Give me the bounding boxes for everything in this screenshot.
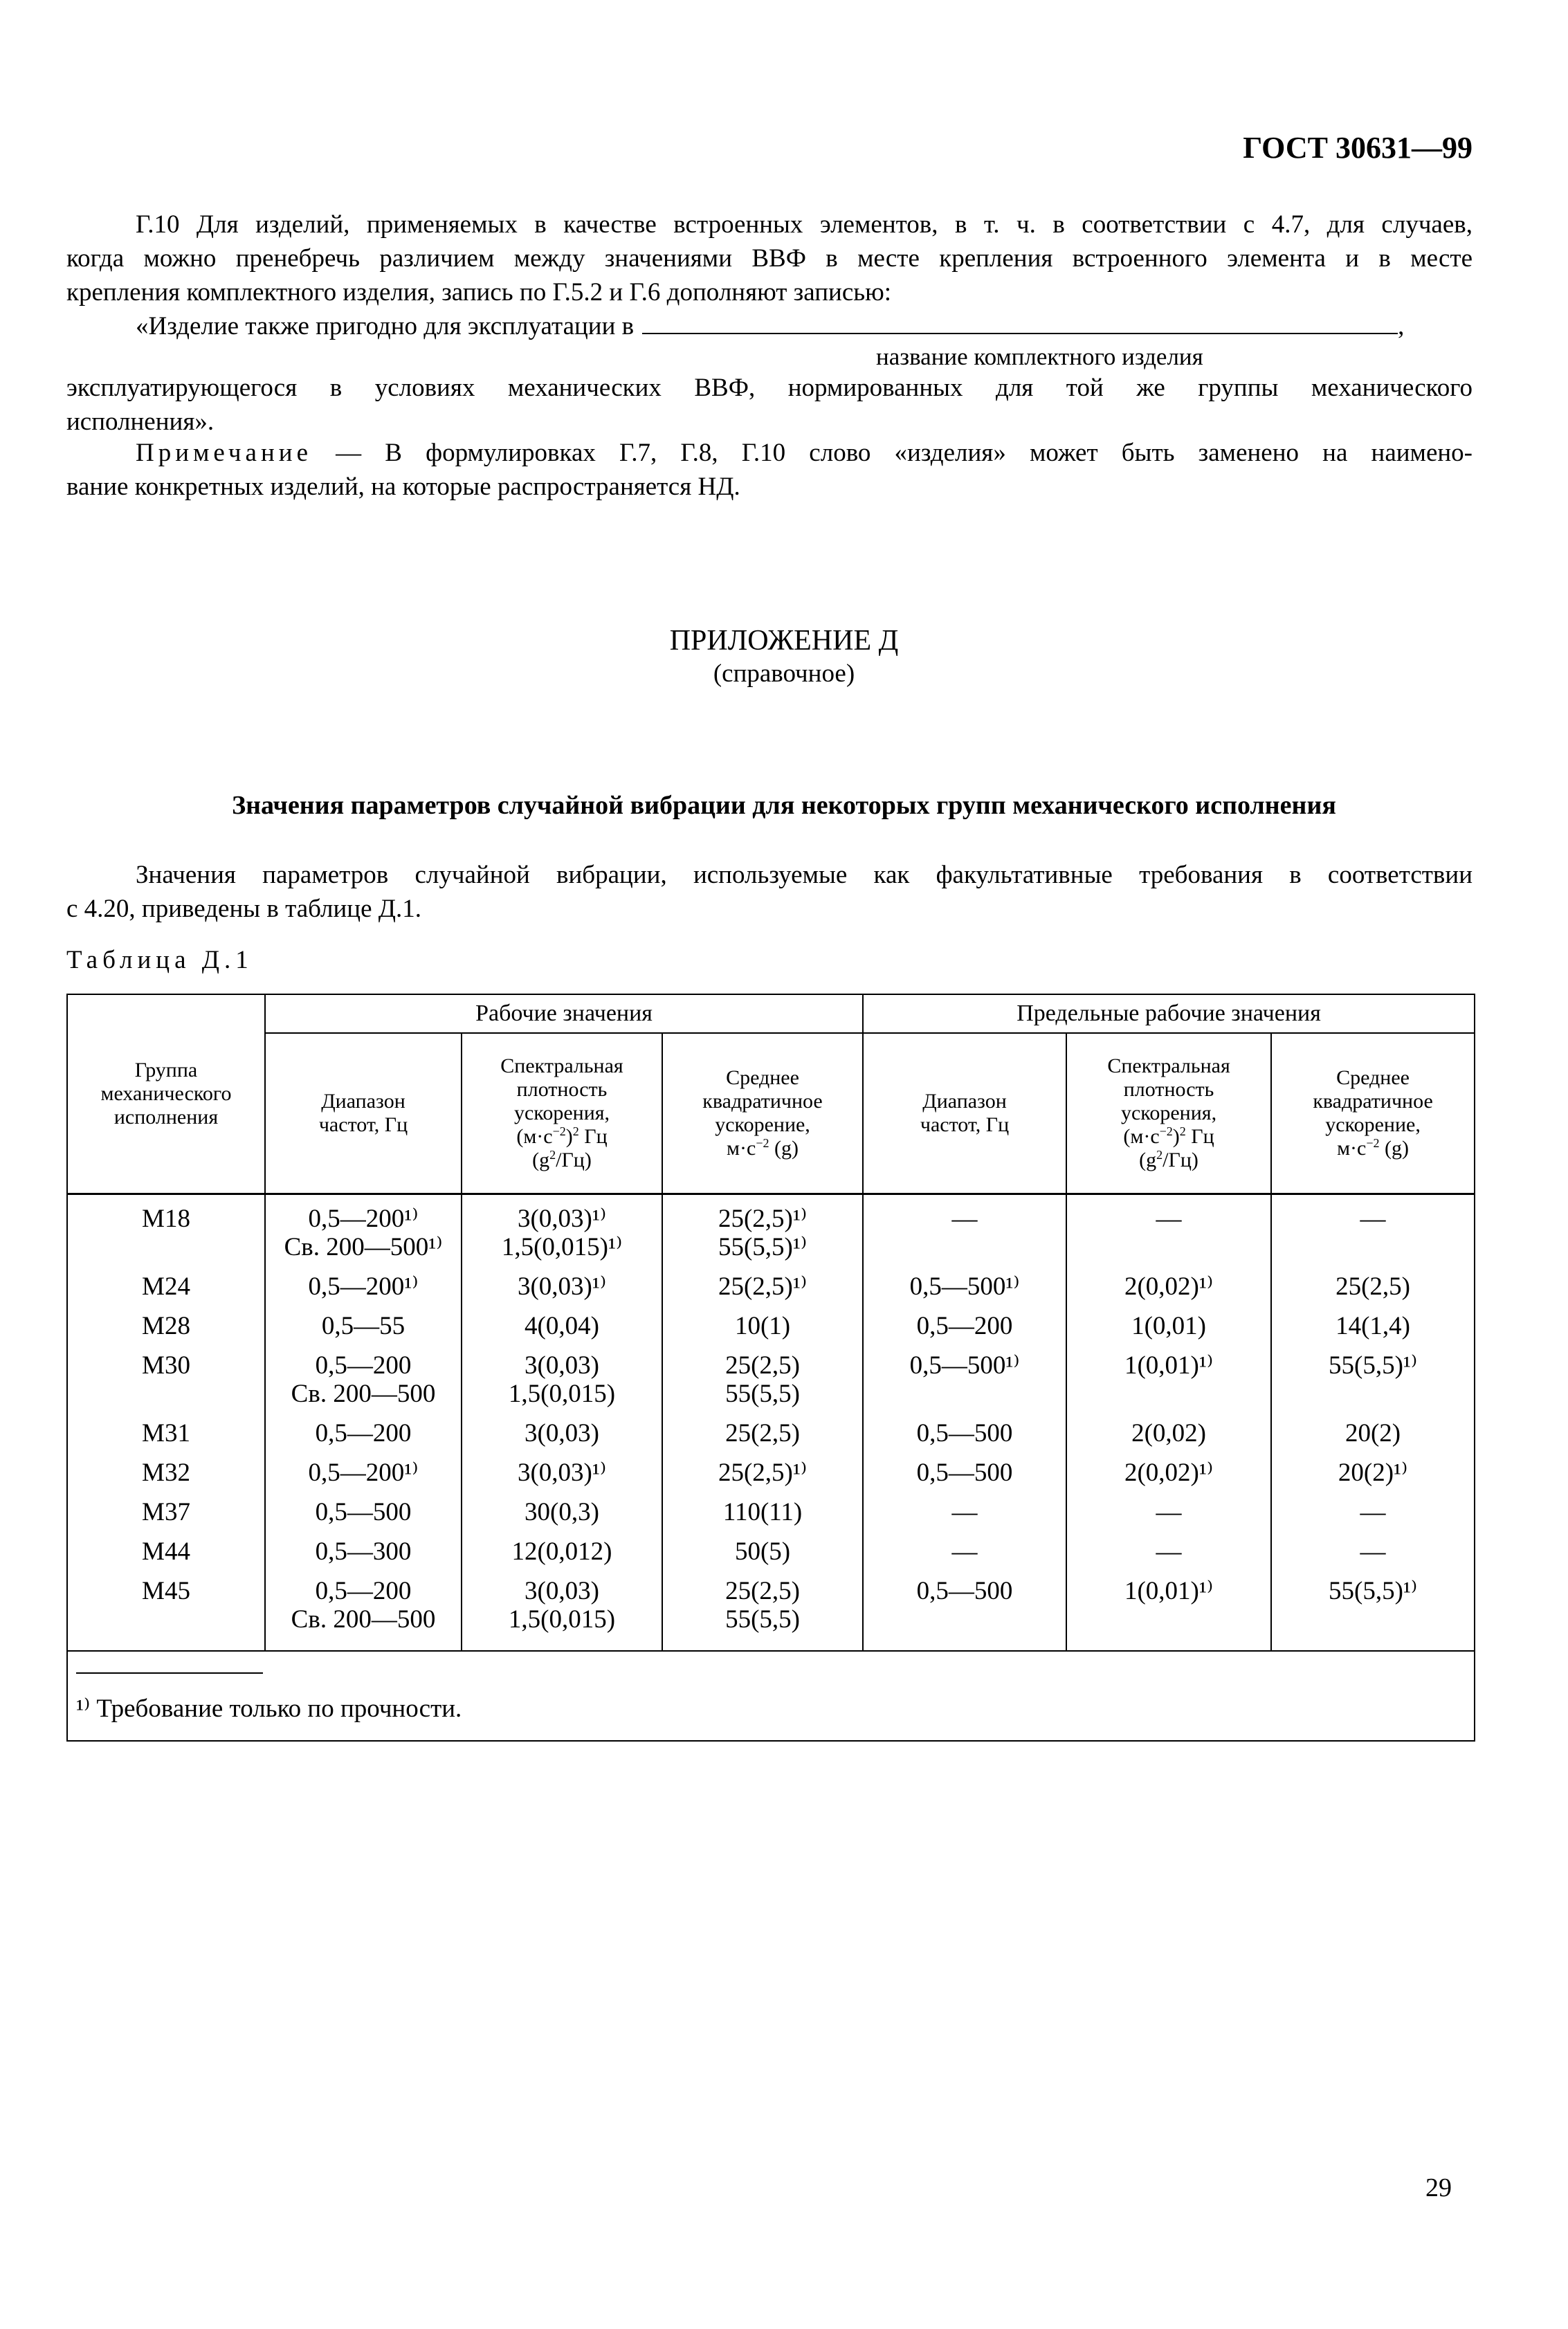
cell-group: M24 — [67, 1264, 265, 1304]
cell-line: 25(2,5)¹⁾ — [718, 1204, 808, 1233]
cell-line: 0,5—200 — [315, 1576, 412, 1605]
cell-range-working — [265, 1411, 462, 1450]
g10-line-2: когда можно пренебречь различием между значениями ВВФ в месте крепления встроенного элемента и в месте — [66, 244, 1473, 273]
cell-line: — — [951, 1204, 978, 1233]
cell-psd-limit — [1066, 1450, 1271, 1490]
cell-line: 0,5—200 — [315, 1351, 412, 1380]
section-g10 — [66, 208, 1473, 439]
psd2-g-a: (g — [1139, 1148, 1157, 1171]
blank-fill-line — [642, 312, 1398, 334]
psd2-unit-d: 2 — [1179, 1124, 1186, 1138]
cell-line: 110(11) — [722, 1497, 803, 1526]
cell-rms-limit — [1271, 1411, 1475, 1450]
cell-group: M37 — [67, 1490, 265, 1529]
cell-line: — — [1156, 1497, 1182, 1526]
cell-rms-working — [662, 1343, 863, 1411]
cell-psd-working — [462, 1264, 662, 1304]
cell-rms-working — [662, 1529, 863, 1569]
cell-line: 10(1) — [734, 1311, 791, 1340]
cell-line: 25(2,5) — [1335, 1272, 1410, 1301]
cell-line: 3(0,03) — [525, 1418, 599, 1447]
g10-line-3: крепления комплектного изделия, запись по Г.5.2 и Г.6 дополняют записью: — [66, 278, 892, 307]
cell-psd-limit — [1066, 1411, 1271, 1450]
psd-unit-d: 2 — [572, 1124, 579, 1138]
table-caption: Таблица Д.1 — [66, 946, 253, 974]
cell-rms-limit — [1271, 1264, 1475, 1304]
cell-line: 20(2) — [1344, 1418, 1401, 1447]
psd2-g-c: /Гц) — [1163, 1148, 1198, 1171]
cell-range-working — [265, 1343, 462, 1411]
cell-psd-limit — [1066, 1304, 1271, 1343]
cell-line: 55(5,5)¹⁾ — [1329, 1576, 1418, 1605]
cell-rms-limit — [1271, 1529, 1475, 1569]
rms2-unit-a: м·с — [1337, 1136, 1367, 1160]
g10-line-5: эксплуатирующегося в условиях механических ВВФ, нормированных для той же группы механического — [66, 374, 1473, 402]
cell-line: 3(0,03) — [525, 1576, 599, 1605]
cell-line: 25(2,5) — [725, 1418, 800, 1447]
cell-group: M31 — [67, 1411, 265, 1450]
psd2-unit-b: −2 — [1159, 1124, 1173, 1138]
col-header-psd-limit — [1066, 1033, 1271, 1194]
cell-line: 14(1,4) — [1335, 1311, 1410, 1340]
cell-line: 4(0,04) — [525, 1311, 599, 1340]
cell-line: 50(5) — [734, 1537, 791, 1566]
col-group-l1: Группа — [134, 1058, 198, 1081]
psd-unit-e: Гц — [578, 1124, 608, 1148]
note-line-1 — [66, 436, 1473, 470]
cell-rms-working — [662, 1411, 863, 1450]
col-rms2-l4 — [1272, 1137, 1474, 1160]
cell-group: M44 — [67, 1529, 265, 1569]
cell-rms-working — [662, 1194, 863, 1264]
cell-line: 55(5,5)¹⁾ — [1329, 1351, 1418, 1380]
col-header-rms-limit — [1271, 1033, 1475, 1194]
col-header-group — [67, 994, 265, 1194]
psd2-g-b: 2 — [1156, 1147, 1163, 1162]
col-range-l2: частот, Гц — [318, 1113, 408, 1136]
col-header-range-limit — [863, 1033, 1066, 1194]
col-rms2-l1: Среднее — [1336, 1066, 1410, 1089]
cell-psd-working — [462, 1490, 662, 1529]
cell-line: 3(0,03) — [525, 1351, 599, 1380]
cell-line: 0,5—500¹⁾ — [909, 1272, 1020, 1301]
table-row — [67, 1569, 1475, 1651]
cell-range-limit — [863, 1194, 1066, 1264]
cell-line: Св. 200—500 — [291, 1379, 436, 1408]
footnote-rule — [76, 1672, 263, 1674]
cell-line: 1,5(0,015) — [508, 1379, 616, 1408]
col-range2-l1: Диапазон — [922, 1089, 1007, 1113]
psd-g-b: 2 — [549, 1147, 556, 1162]
table-row — [67, 1264, 1475, 1304]
rms-unit-c: (g) — [769, 1136, 799, 1160]
col-group-l3: исполнения — [113, 1105, 219, 1129]
cell-line: Св. 200—500¹⁾ — [284, 1232, 443, 1261]
cell-line: 55(5,5)¹⁾ — [718, 1232, 808, 1261]
col-rms-l3: ускорение, — [715, 1113, 810, 1136]
cell-rms-working — [662, 1264, 863, 1304]
cell-line: 0,5—200¹⁾ — [308, 1458, 419, 1487]
cell-group: M28 — [67, 1304, 265, 1343]
cell-line: 1(0,01) — [1131, 1311, 1206, 1340]
psd-g-a: (g — [532, 1148, 550, 1171]
psd2-unit-a: (м·с — [1123, 1124, 1160, 1148]
note-line-2: вание конкретных изделий, на которые распространяется НД. — [66, 473, 740, 501]
cell-line: 1(0,01)¹⁾ — [1124, 1351, 1214, 1380]
cell-line: 0,5—200 — [315, 1418, 412, 1447]
table-row — [67, 1411, 1475, 1450]
g10-quote-line — [66, 309, 1473, 343]
blank-label: название комплектного изделия — [876, 343, 1203, 370]
psd2-unit-c: ) — [1172, 1124, 1180, 1148]
cell-psd-working — [462, 1304, 662, 1343]
cell-rms-limit — [1271, 1569, 1475, 1651]
cell-rms-limit — [1271, 1304, 1475, 1343]
cell-line: — — [951, 1537, 978, 1566]
cell-psd-limit — [1066, 1343, 1271, 1411]
cell-range-working — [265, 1450, 462, 1490]
g10-line-1: Г.10 Для изделий, применяемых в качестве встроенных элементов, в т. ч. в соответствии с 4.7, для случаев, — [136, 210, 1473, 239]
cell-range-working — [265, 1569, 462, 1651]
note-text-1: — В формулировках Г.7, Г.8, Г.10 слово «изделия» может быть заменено на наимено- — [336, 439, 1473, 467]
table-row — [67, 1529, 1475, 1569]
cell-range-limit — [863, 1450, 1066, 1490]
col-psd-l3: ускорения, — [513, 1101, 610, 1124]
cell-psd-limit — [1066, 1569, 1271, 1651]
table-row — [67, 1490, 1475, 1529]
cell-psd-limit — [1066, 1194, 1271, 1264]
col-psd-l1: Спектральная — [500, 1054, 623, 1077]
col-header-psd — [462, 1033, 662, 1194]
psd-unit-b: −2 — [552, 1124, 566, 1138]
psd2-unit-e: Гц — [1185, 1124, 1214, 1148]
cell-range-limit — [863, 1304, 1066, 1343]
table-body — [67, 1194, 1475, 1651]
cell-group: M45 — [67, 1569, 265, 1651]
cell-line: 0,5—200¹⁾ — [308, 1272, 419, 1301]
col-rms-l4 — [663, 1137, 862, 1160]
cell-line: 0,5—55 — [321, 1311, 405, 1340]
cell-line: 0,5—500 — [916, 1418, 1013, 1447]
col-psd-l2: плотность — [516, 1077, 608, 1101]
cell-psd-working — [462, 1450, 662, 1490]
cell-range-working — [265, 1264, 462, 1304]
table-row — [67, 1343, 1475, 1411]
cell-rms-working — [662, 1569, 863, 1651]
cell-line: — — [1360, 1497, 1386, 1526]
cell-line: — — [951, 1497, 978, 1526]
intro-line-2: с 4.20, приведены в таблице Д.1. — [66, 895, 422, 923]
psd-unit-c: ) — [565, 1124, 573, 1148]
cell-line: Св. 200—500 — [291, 1605, 436, 1634]
cell-rms-working — [662, 1450, 863, 1490]
cell-psd-limit — [1066, 1264, 1271, 1304]
cell-psd-working — [462, 1343, 662, 1411]
col-rms2-l2: квадратичное — [1313, 1089, 1433, 1113]
cell-line: 55(5,5) — [725, 1605, 800, 1634]
col-psd-l5 — [462, 1149, 662, 1172]
col-header-rms — [662, 1033, 863, 1194]
intro-paragraph — [66, 858, 1473, 926]
appendix-subtitle: (справочное) — [713, 659, 855, 688]
cell-rms-working — [662, 1490, 863, 1529]
cell-rms-limit — [1271, 1194, 1475, 1264]
col-psd2-l4 — [1067, 1125, 1270, 1149]
cell-range-limit — [863, 1529, 1066, 1569]
cell-range-working — [265, 1194, 462, 1264]
g10-quote-start: «Изделие также пригодно для эксплуатации в — [136, 312, 635, 340]
cell-line: 20(2)¹⁾ — [1338, 1458, 1408, 1487]
cell-line: 2(0,02)¹⁾ — [1124, 1458, 1214, 1487]
cell-line: 0,5—500 — [916, 1576, 1013, 1605]
cell-rms-working — [662, 1304, 863, 1343]
group-header-working: Рабочие значения — [265, 994, 863, 1033]
col-psd2-l5 — [1067, 1149, 1270, 1172]
psd-unit-a: (м·с — [516, 1124, 553, 1148]
cell-psd-working — [462, 1569, 662, 1651]
cell-psd-limit — [1066, 1490, 1271, 1529]
cell-line: 1(0,01)¹⁾ — [1124, 1576, 1214, 1605]
col-range2-l2: частот, Гц — [920, 1113, 1010, 1136]
rms2-unit-c: (g) — [1379, 1136, 1409, 1160]
col-range-l1: Диапазон — [321, 1089, 405, 1113]
cell-line: 25(2,5)¹⁾ — [718, 1458, 808, 1487]
table-row — [67, 1450, 1475, 1490]
col-psd2-l3: ускорения, — [1120, 1101, 1217, 1124]
cell-range-limit — [863, 1411, 1066, 1450]
cell-range-limit — [863, 1490, 1066, 1529]
g10-line-6: исполнения». — [66, 408, 215, 436]
group-header-limit: Предельные рабочие значения — [863, 994, 1475, 1033]
col-header-range — [265, 1033, 462, 1194]
cell-line: 0,5—200¹⁾ — [308, 1204, 419, 1233]
rms2-unit-b: −2 — [1366, 1135, 1380, 1150]
document-code: ГОСТ 30631—99 — [1243, 131, 1473, 165]
note-label: Примечание — [136, 439, 312, 467]
cell-range-working — [265, 1304, 462, 1343]
cell-line: 2(0,02) — [1131, 1418, 1206, 1447]
appendix-title: ПРИЛОЖЕНИЕ Д — [669, 625, 899, 657]
table-row — [67, 1304, 1475, 1343]
footnote-text: ¹⁾ Требование только по прочности. — [76, 1694, 462, 1723]
cell-line: 55(5,5) — [725, 1379, 800, 1408]
section-title: Значения параметров случайной вибрации для некоторых групп механического исполнения — [232, 791, 1336, 820]
col-psd2-l1: Спектральная — [1107, 1054, 1230, 1077]
cell-range-working — [265, 1529, 462, 1569]
note — [66, 436, 1473, 504]
rms-unit-a: м·с — [727, 1136, 756, 1160]
cell-line: 3(0,03)¹⁾ — [517, 1272, 607, 1301]
cell-line: — — [1360, 1204, 1386, 1233]
table-footnote-cell — [67, 1651, 1475, 1741]
vibration-table — [66, 994, 1475, 1742]
col-group-l2: механического — [100, 1081, 232, 1105]
cell-line: 25(2,5) — [725, 1576, 800, 1605]
g10-blank-suffix: , — [1398, 312, 1405, 340]
cell-line: 0,5—300 — [315, 1537, 412, 1566]
cell-range-limit — [863, 1569, 1066, 1651]
cell-rms-limit — [1271, 1450, 1475, 1490]
cell-psd-working — [462, 1194, 662, 1264]
cell-line: 0,5—500¹⁾ — [909, 1351, 1020, 1380]
cell-line: 3(0,03)¹⁾ — [517, 1458, 607, 1487]
cell-line: 1,5(0,015)¹⁾ — [501, 1232, 623, 1261]
cell-line: 3(0,03)¹⁾ — [517, 1204, 607, 1233]
cell-range-limit — [863, 1264, 1066, 1304]
cell-line: — — [1156, 1204, 1182, 1233]
cell-line: — — [1360, 1537, 1386, 1566]
cell-line: 0,5—500 — [916, 1458, 1013, 1487]
cell-line: — — [1156, 1537, 1182, 1566]
rms-unit-b: −2 — [756, 1135, 769, 1150]
cell-line: 25(2,5) — [725, 1351, 800, 1380]
col-rms2-l3: ускорение, — [1325, 1113, 1421, 1136]
col-psd2-l2: плотность — [1123, 1077, 1214, 1101]
table-row — [67, 1194, 1475, 1264]
cell-group: M32 — [67, 1450, 265, 1490]
cell-line: 30(0,3) — [525, 1497, 599, 1526]
cell-range-limit — [863, 1343, 1066, 1411]
cell-psd-working — [462, 1529, 662, 1569]
cell-range-working — [265, 1490, 462, 1529]
cell-group: M18 — [67, 1194, 265, 1264]
page-number: 29 — [1425, 2173, 1452, 2202]
cell-group: M30 — [67, 1343, 265, 1411]
intro-line-1: Значения параметров случайной вибрации, используемые как факультативные требования в соответствии — [136, 861, 1473, 889]
cell-line: 2(0,02)¹⁾ — [1124, 1272, 1214, 1301]
cell-psd-limit — [1066, 1529, 1271, 1569]
col-psd-l4 — [462, 1125, 662, 1149]
psd-g-c: /Гц) — [556, 1148, 592, 1171]
cell-rms-limit — [1271, 1343, 1475, 1411]
cell-psd-working — [462, 1411, 662, 1450]
col-rms-l2: квадратичное — [702, 1089, 823, 1113]
cell-line: 0,5—200 — [916, 1311, 1013, 1340]
col-rms-l1: Среднее — [726, 1066, 799, 1089]
cell-line: 25(2,5)¹⁾ — [718, 1272, 808, 1301]
cell-rms-limit — [1271, 1490, 1475, 1529]
cell-line: 12(0,012) — [511, 1537, 612, 1566]
cell-line: 1,5(0,015) — [508, 1605, 616, 1634]
cell-line: 0,5—500 — [315, 1497, 412, 1526]
